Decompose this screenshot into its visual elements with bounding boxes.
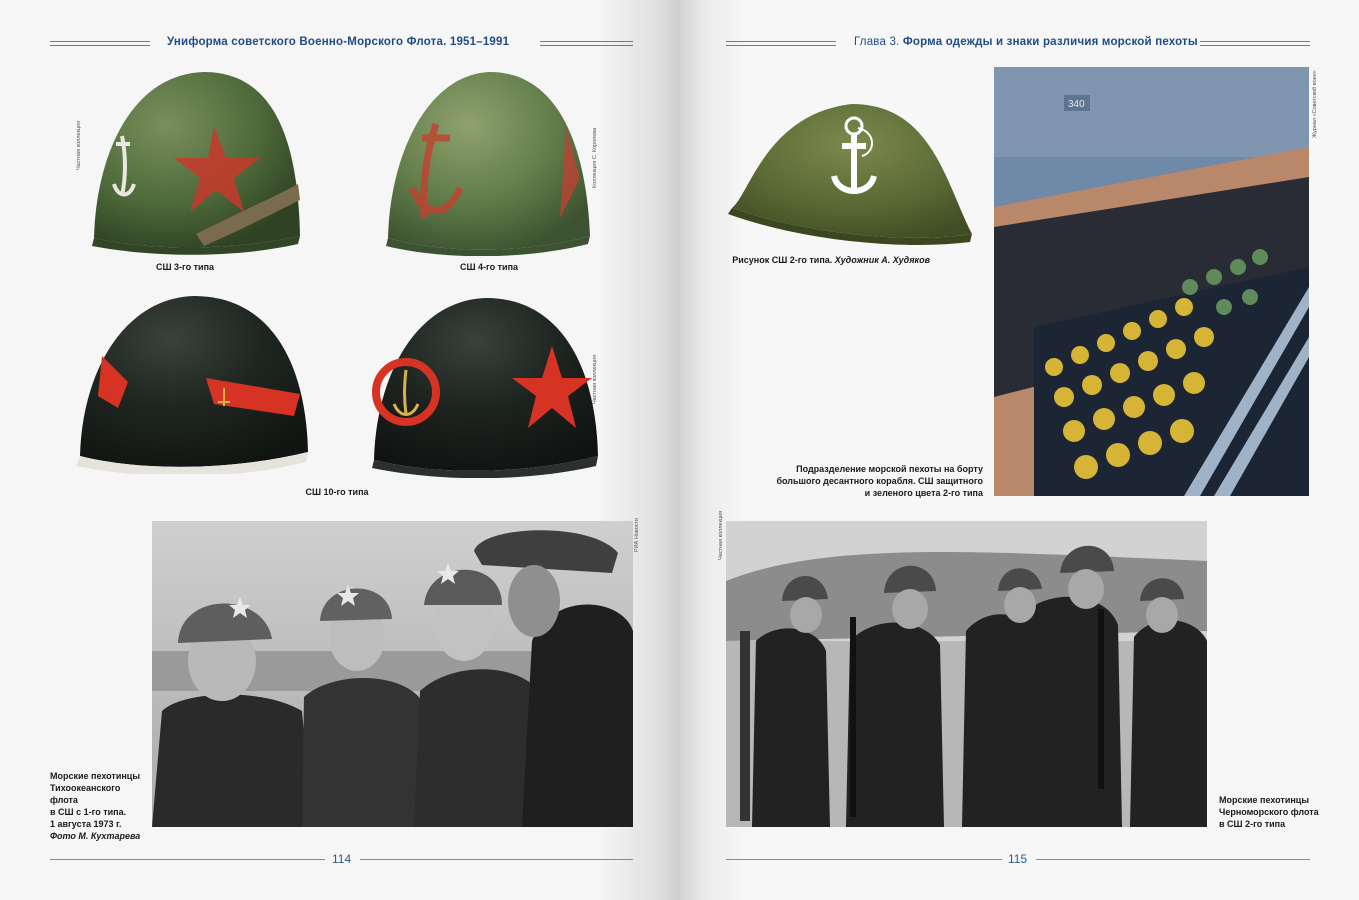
- credit-private-collection-2: Частная коллекция: [592, 354, 598, 404]
- pacific-caption-line4: 1 августа 1973 г.: [50, 819, 122, 829]
- ship-caption-line1: Подразделение морской пехоты на борту: [796, 464, 983, 474]
- pacific-marines-photo: [152, 521, 633, 827]
- ship-caption-line2: большого десантного корабля. СШ защитного: [776, 476, 983, 486]
- credit-journal: Журнал «Советский воин»: [1312, 70, 1318, 138]
- ship-caption-line3: и зеленого цвета 2-го типа: [864, 488, 983, 498]
- ship-deck-photo: [994, 67, 1309, 496]
- credit-ria: РИА Новости: [634, 517, 640, 552]
- black-sea-caption: [1219, 794, 1339, 830]
- caption-helmet-type10: СШ 10-го типа: [305, 487, 369, 497]
- header-rule-right-b: [1200, 41, 1310, 46]
- pacific-caption-line5: [50, 830, 150, 842]
- pacific-photo-caption: [50, 770, 150, 842]
- hull-number: 340: [1068, 99, 1085, 110]
- page-number-left: 114: [332, 852, 352, 866]
- helmet-type4-photo: [384, 68, 594, 256]
- footer-rule-left-b: [360, 859, 633, 860]
- pacific-caption-line3: в СШ с 1-го типа.: [50, 807, 127, 817]
- credit-private-collection-right: Частная коллекция: [718, 510, 724, 560]
- left-page-header: [167, 36, 509, 48]
- footer-rule-right-b: [1036, 859, 1310, 860]
- page-number-right: 115: [1008, 852, 1028, 866]
- drawing-caption-text: Рисунок СШ 2-го типа.: [732, 255, 833, 265]
- header-rule-left-b: [540, 41, 633, 46]
- right-header-chapter: Глава 3.: [854, 36, 900, 48]
- header-rule-left-a: [50, 41, 150, 46]
- header-rule-right-a: [726, 41, 836, 46]
- drawing-caption-author: Художник А. Худяков: [834, 255, 930, 265]
- footer-rule-left-a: [50, 859, 325, 860]
- caption-helmet-type4: СШ 4-го типа: [459, 262, 519, 272]
- black-sea-caption-line1: Морские пехотинцы: [1219, 795, 1310, 805]
- black-sea-marines-photo: [726, 521, 1207, 827]
- helmet-type10-side-photo: [74, 292, 312, 474]
- pacific-caption-photographer: Фото М. Кухтарева: [50, 831, 141, 841]
- drawing-caption: [720, 254, 930, 266]
- black-sea-caption-line2: Черноморского флота: [1219, 807, 1319, 817]
- ship-caption: [760, 463, 983, 499]
- helmet-drawing: [726, 74, 974, 250]
- right-page-header: [854, 36, 1198, 48]
- right-header-title: Форма одежды и знаки различия морской пехоты: [902, 36, 1198, 48]
- black-sea-caption-line3: в СШ 2-го типа: [1219, 819, 1286, 829]
- caption-helmet-type3: СШ 3-го типа: [155, 262, 215, 272]
- pacific-caption-line2: Тихоокеанского флота: [50, 783, 121, 805]
- credit-private-collection: Частная коллекция: [76, 120, 82, 170]
- helmet-type10-front-photo: [370, 296, 602, 478]
- credit-korolev-collection: Коллекция С. Королева: [592, 127, 598, 188]
- pacific-caption-line1: Морские пехотинцы: [50, 771, 141, 781]
- footer-rule-right-a: [726, 859, 1002, 860]
- right-page: [680, 0, 1359, 900]
- left-header-title: Униформа советского Военно-Морского Флота. 1951–1991: [167, 36, 510, 48]
- helmet-type3-photo: [86, 66, 310, 256]
